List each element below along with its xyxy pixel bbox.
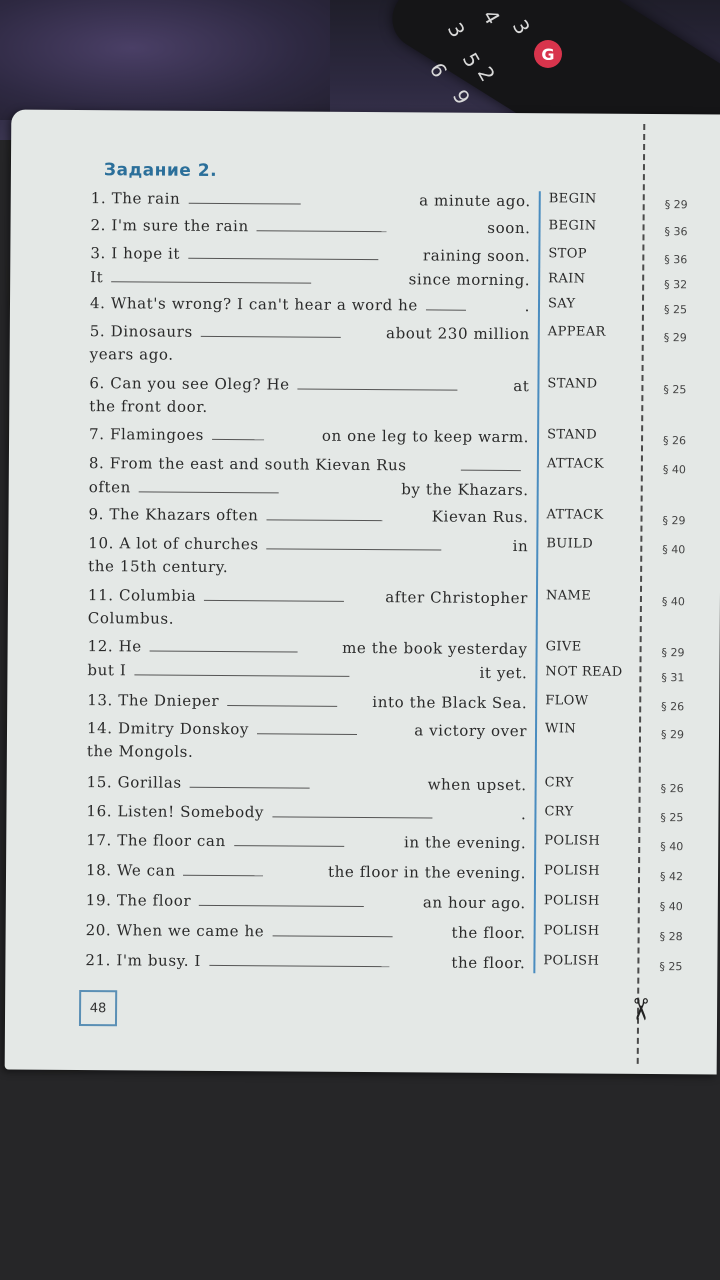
answer-blank[interactable] (209, 951, 389, 967)
exercise-line (89, 453, 529, 480)
exercise-text: 3. I hope it (90, 244, 181, 263)
answer-blank[interactable] (212, 425, 264, 440)
key: 5 (457, 48, 485, 72)
grammar-reference: § 29 (660, 728, 685, 742)
exercise-text: 15. Gorillas (86, 773, 182, 792)
exercise-line (87, 660, 527, 687)
exercise-text: 11. Columbia (87, 586, 197, 605)
answer-blank[interactable] (134, 660, 349, 677)
verb-hint: BEGIN (548, 218, 597, 234)
verb-hint: STAND (547, 376, 598, 392)
verb-hint: POLISH (543, 893, 600, 909)
exercise-item (87, 718, 527, 769)
exercise-line (86, 860, 526, 887)
answer-blank[interactable] (272, 921, 392, 937)
exercise-line (90, 215, 530, 242)
key: 4 (477, 5, 505, 29)
exercise-text: 20. When we came he (85, 921, 265, 941)
exercise-text: often (88, 478, 131, 497)
exercise-line (87, 718, 527, 745)
exercise-item (90, 215, 530, 242)
exercise-text: 8. From the east and south Kievan Rus (88, 454, 407, 475)
exercise-line (85, 950, 525, 977)
answer-blank[interactable] (199, 891, 364, 907)
exercise-text: about 230 million (385, 324, 530, 344)
exercise-text: it yet. (479, 663, 528, 683)
exercise-item (85, 950, 525, 977)
exercise-text: 19. The floor (85, 891, 192, 910)
verb-hint: BUILD (546, 536, 594, 552)
exercise-text: 14. Dmitry Donskoy (86, 719, 250, 739)
exercise-text: 2. I'm sure the rain (90, 216, 249, 236)
key: 3 (442, 18, 470, 42)
exercise-text: at (513, 377, 530, 396)
exercise-text: the Mongols. (86, 742, 194, 761)
exercise-text: 13. The Dnieper (87, 691, 220, 710)
exercise-item (89, 453, 529, 504)
exercise-line (87, 742, 527, 769)
exercise-text: but I (87, 661, 127, 680)
exercise-text: 5. Dinosaurs (89, 322, 193, 341)
exercise-text: 17. The floor can (86, 831, 226, 851)
answer-blank[interactable] (111, 267, 311, 283)
exercise-text: soon. (487, 218, 531, 238)
verb-hint: NAME (545, 588, 592, 604)
verb-hint: POLISH (543, 923, 600, 939)
exercise-item (88, 504, 528, 531)
grammar-reference: § 36 (664, 253, 688, 267)
exercise-line (88, 533, 528, 560)
verb-hint: RAIN (548, 271, 586, 287)
exercise-item (91, 188, 531, 215)
exercise-item (90, 243, 530, 294)
grammar-reference: § 25 (659, 960, 683, 974)
verb-hint: STAND (547, 427, 598, 443)
grammar-reference: § 40 (662, 463, 686, 477)
grammar-reference: § 31 (661, 671, 685, 685)
grammar-reference: § 40 (662, 543, 686, 557)
exercise-item (86, 860, 526, 887)
verb-hint: APPEAR (547, 324, 606, 340)
exercise-line (88, 636, 528, 663)
grammar-reference: § 26 (661, 700, 685, 714)
exercise-line (87, 772, 527, 799)
verb-hint: POLISH (543, 953, 600, 969)
exercise-item (86, 801, 526, 828)
exercise-text: a victory over (414, 721, 528, 741)
exercise-line (89, 424, 529, 451)
exercise-line (90, 293, 530, 320)
phone-logo-icon: G (534, 40, 562, 68)
answer-blank[interactable] (204, 586, 344, 602)
verb-hint: NOT READ (545, 664, 623, 680)
exercise-line (90, 345, 530, 372)
exercise-text: 4. What's wrong? I can't hear a word he (89, 294, 419, 315)
exercise-item (89, 424, 529, 451)
exercise-line (88, 609, 528, 636)
exercise-item (86, 920, 526, 947)
exercise-text: in the evening. (403, 833, 527, 853)
exercise-item (89, 373, 529, 424)
grammar-reference: § 29 (663, 331, 687, 345)
verb-hint: CRY (544, 804, 574, 820)
exercise-line (86, 920, 526, 947)
exercise-text: . (524, 297, 531, 316)
exercise-line (88, 585, 528, 612)
grammar-reference: § 26 (660, 782, 684, 796)
exercise-text: in (512, 537, 529, 556)
exercise-item (86, 830, 526, 857)
exercise-text: by the Khazars. (401, 480, 529, 500)
answer-blank[interactable] (139, 477, 279, 493)
answer-blank[interactable] (150, 637, 298, 653)
exercise-line (86, 830, 526, 857)
exercise-line (86, 890, 526, 917)
grammar-reference: § 25 (660, 811, 684, 825)
exercise-text: 6. Can you see Oleg? He (89, 374, 290, 394)
exercise-line (89, 477, 529, 504)
exercise-text: an hour ago. (422, 893, 526, 913)
exercise-text: 1. The rain (90, 189, 181, 208)
grammar-reference: § 25 (663, 383, 687, 397)
exercise-text: Kievan Rus. (431, 507, 529, 527)
exercise-line (86, 801, 526, 828)
verb-hint: WIN (544, 721, 577, 737)
exercise-text: 7. Flamingoes (89, 425, 205, 444)
grammar-reference: § 29 (662, 514, 686, 528)
grammar-reference: § 28 (659, 930, 683, 944)
grammar-reference: § 32 (664, 278, 688, 292)
cut-line (637, 124, 646, 1064)
answer-blank[interactable] (188, 189, 300, 205)
grammar-reference: § 42 (659, 870, 684, 884)
verb-hint: ATTACK (546, 456, 604, 472)
answer-blank[interactable] (227, 691, 337, 707)
exercise-item (87, 772, 527, 799)
key: 9 (447, 85, 475, 109)
scissors-icon: ✂ (622, 996, 658, 1023)
answer-blank[interactable] (188, 244, 378, 260)
exercise-item (90, 293, 530, 320)
verb-hint: POLISH (544, 833, 601, 849)
exercise-text: the floor in the evening. (328, 862, 527, 883)
exercise-item (88, 585, 528, 636)
grammar-reference: § 40 (660, 840, 684, 854)
exercise-line (90, 321, 530, 348)
exercise-text: 12. He (87, 637, 142, 656)
verb-hint: ATTACK (546, 507, 604, 523)
answer-blank[interactable] (257, 216, 387, 232)
key: 6 (424, 58, 452, 82)
exercise-text: years ago. (89, 345, 174, 364)
exercise-line (89, 397, 529, 424)
exercise-line (87, 690, 527, 717)
exercise-line (90, 267, 530, 294)
answer-blank[interactable] (426, 295, 466, 310)
exercise-line (88, 557, 528, 584)
verb-hint: CRY (544, 775, 574, 791)
grammar-reference: § 36 (664, 225, 688, 239)
exercise-text: 9. The Khazars often (88, 505, 259, 525)
exercise-text: since morning. (408, 270, 531, 290)
exercise-line (89, 373, 529, 400)
workbook-page (5, 110, 720, 1075)
grammar-reference: § 29 (664, 198, 688, 212)
grammar-reference: § 40 (661, 595, 685, 609)
exercise-text: 10. A lot of churches (88, 534, 259, 554)
verb-hint: POLISH (544, 863, 600, 879)
exercise-text: a minute ago. (419, 191, 531, 211)
exercise-text: into the Black Sea. (372, 693, 528, 713)
exercise-text: when upset. (427, 775, 527, 795)
verb-hint: BEGIN (548, 191, 597, 207)
exercise-text: the floor. (451, 923, 526, 943)
grammar-reference: § 25 (663, 303, 688, 317)
grammar-reference: § 40 (659, 900, 683, 914)
exercise-text: the front door. (89, 397, 208, 416)
grammar-reference: § 26 (663, 434, 687, 448)
answer-blank[interactable] (201, 322, 341, 338)
verb-hint: STOP (548, 246, 588, 262)
key: 3 (507, 15, 535, 39)
exercise-line (88, 504, 528, 531)
page-number: 48 (79, 990, 117, 1026)
answer-blank[interactable] (267, 534, 442, 550)
answer-blank[interactable] (183, 861, 263, 877)
answer-blank[interactable] (266, 505, 382, 521)
exercise-item (90, 321, 530, 372)
exercise-text: It (90, 268, 104, 287)
exercise-item (87, 690, 527, 717)
answer-blank[interactable] (298, 375, 458, 391)
exercise-line (90, 243, 530, 270)
verb-hint: SAY (547, 296, 576, 312)
exercise-text: 21. I'm busy. I (85, 951, 202, 970)
phone-keypad (420, 0, 620, 130)
exercise-text: the 15th century. (88, 557, 229, 577)
exercise-item (86, 890, 526, 917)
exercise-text: the floor. (451, 953, 526, 973)
column-divider (533, 191, 540, 973)
exercise-text: 18. We can (85, 861, 176, 880)
exercise-text: on one leg to keep warm. (321, 426, 530, 447)
exercise-text: . (521, 805, 527, 824)
task-title: Задание 2. (103, 160, 218, 181)
exercise-text: Columbus. (87, 609, 175, 628)
exercise-line (91, 188, 531, 215)
exercise-text: after Christopher (385, 588, 529, 608)
answer-blank[interactable] (234, 831, 344, 847)
key: 2 (472, 62, 500, 86)
exercise-text: raining soon. (422, 246, 531, 266)
exercise-text: me the book yesterday (342, 638, 528, 659)
answer-blank[interactable] (272, 802, 432, 818)
answer-blank[interactable] (257, 719, 357, 735)
exercise-item (88, 533, 528, 584)
answer-blank[interactable] (190, 773, 310, 789)
purple-cloth (0, 0, 330, 120)
verb-hint: GIVE (545, 639, 582, 655)
verb-hint: FLOW (545, 693, 589, 709)
exercise-text: 16. Listen! Somebody (86, 802, 265, 822)
answer-blank[interactable] (461, 456, 521, 471)
exercise-item (87, 636, 527, 687)
grammar-reference: § 29 (661, 646, 685, 660)
